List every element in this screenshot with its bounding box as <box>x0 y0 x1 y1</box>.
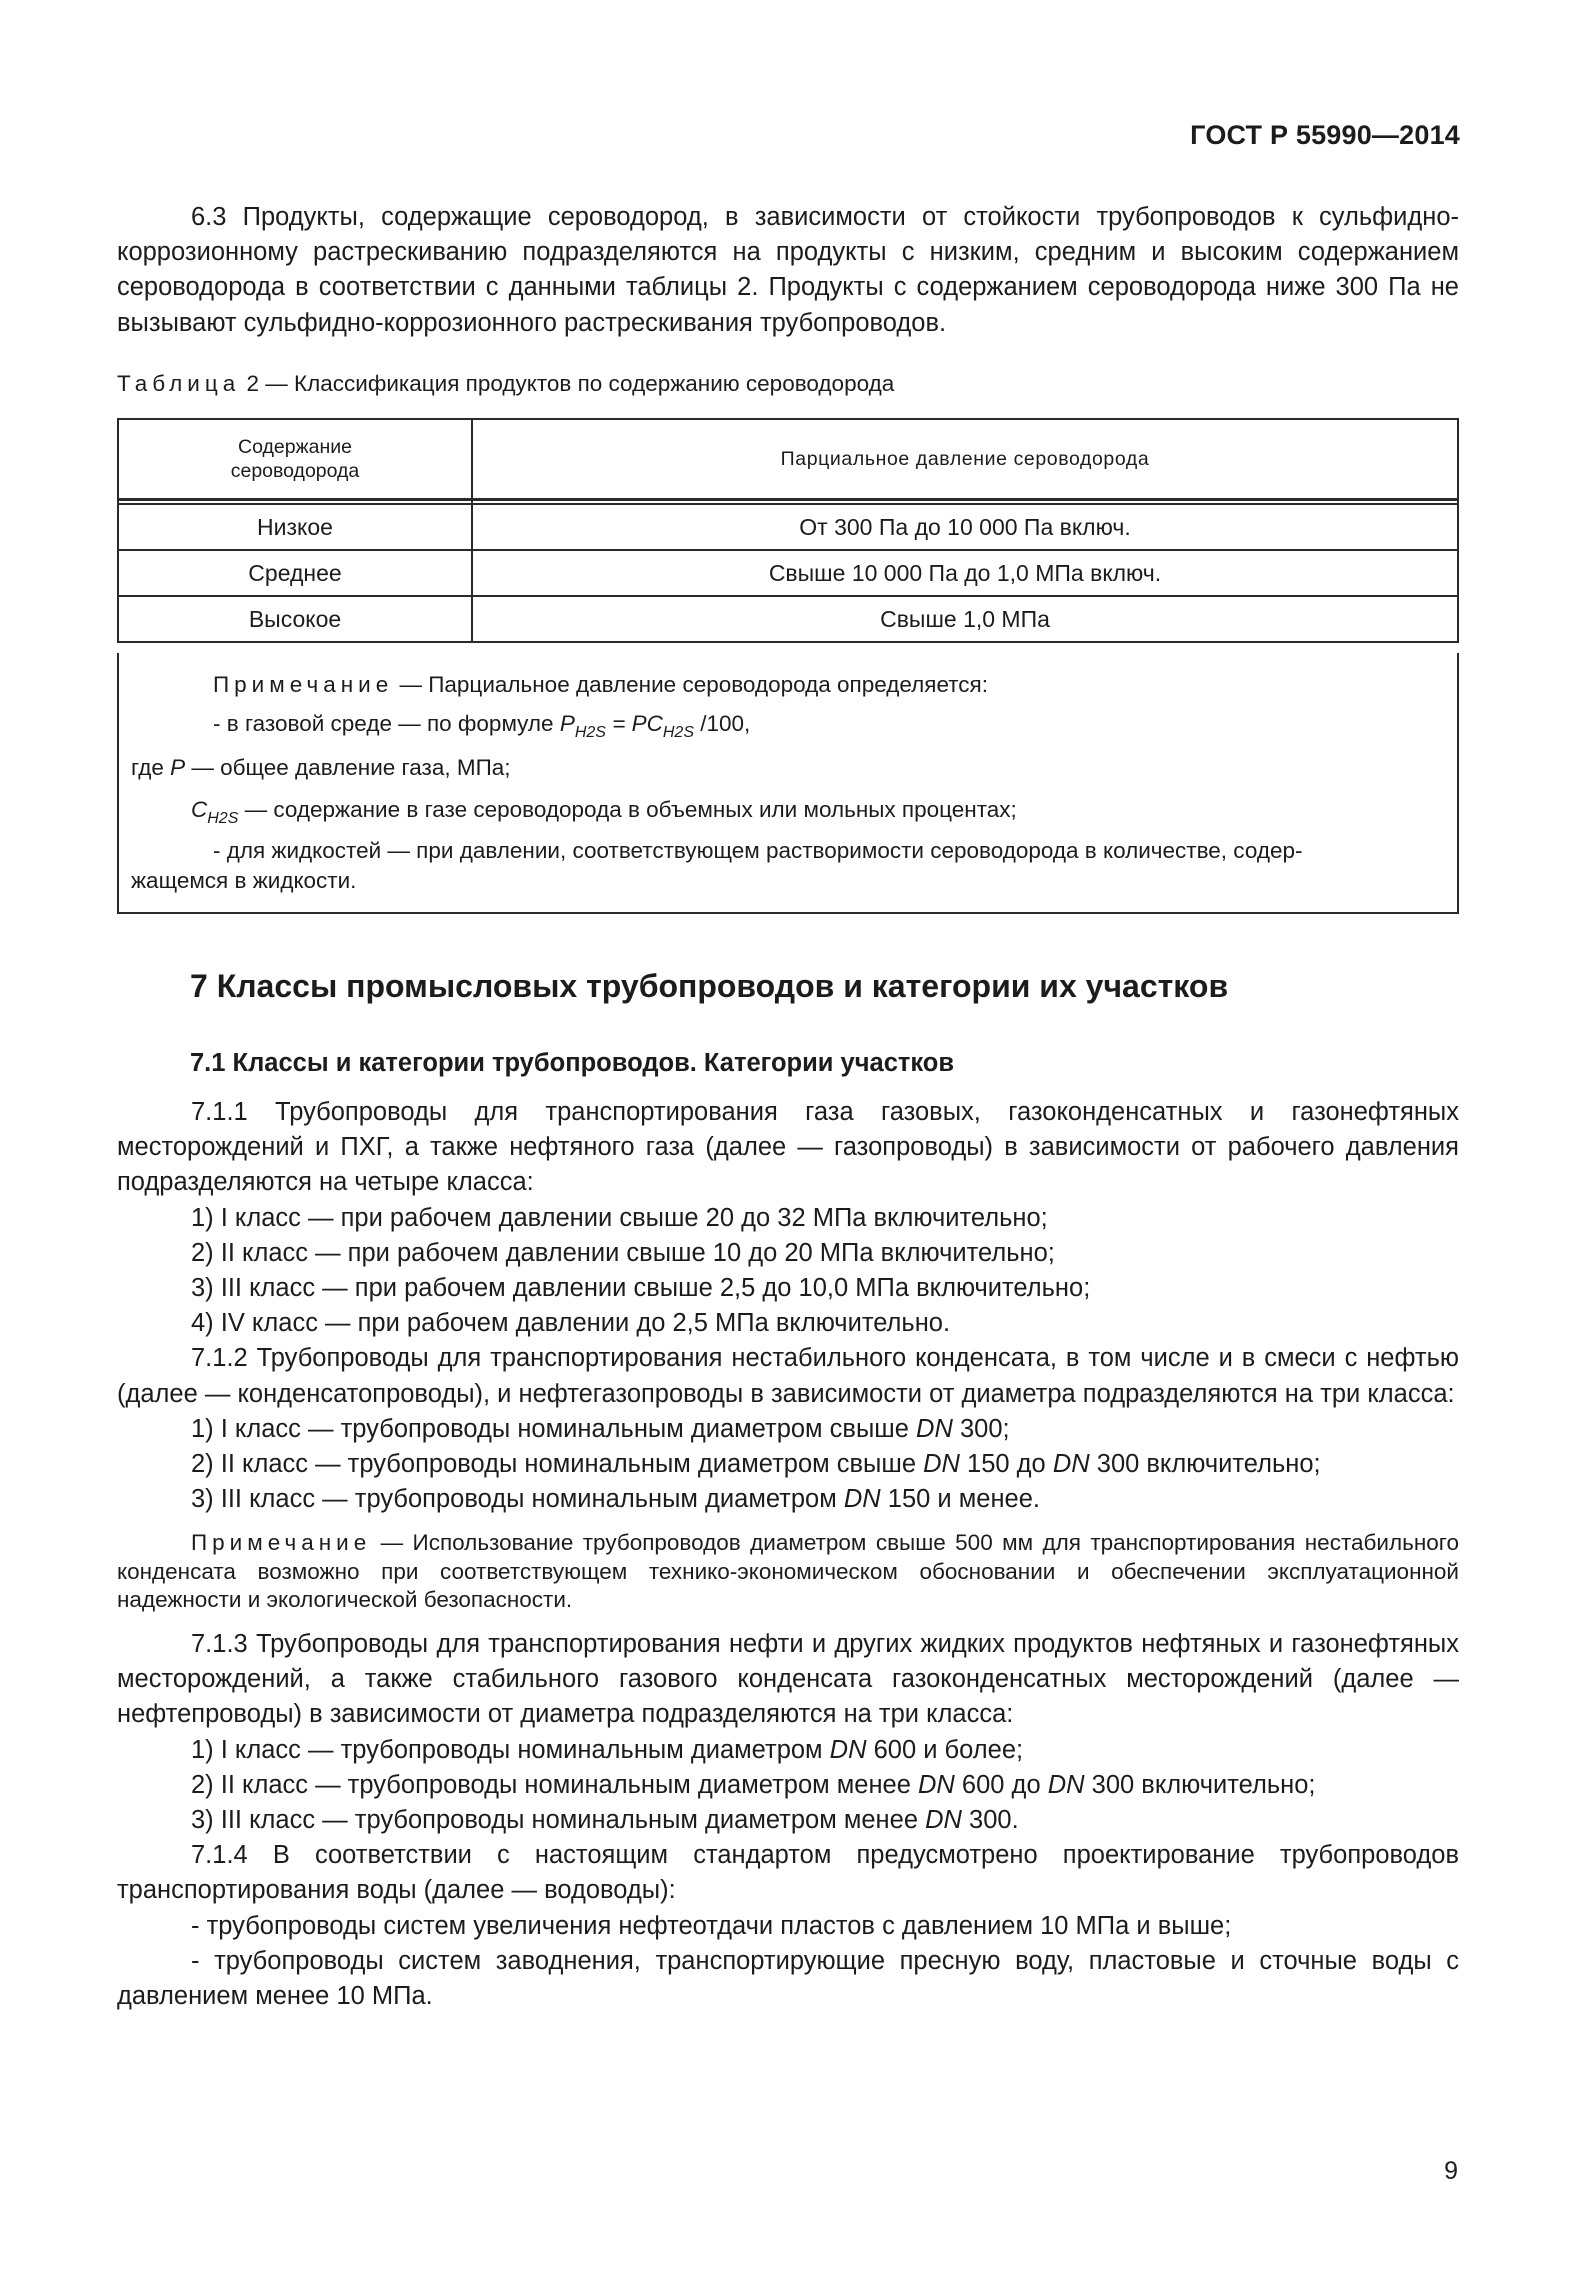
section-7-body <box>117 1095 1459 2014</box>
note-line <box>213 670 1523 700</box>
list-item: 3) III класс — трубопроводы номинальным диаметром менее DN 300. <box>191 1805 1019 1834</box>
table-row <box>118 596 1458 642</box>
section-title: 7 Классы промысловых трубопроводов и категории их участков <box>190 968 1229 1004</box>
note-7-1-2 <box>117 1529 1459 1615</box>
formula-c: C <box>191 797 208 822</box>
cell-pressure: Свыше 10 000 Па до 1,0 МПа включ. <box>472 550 1458 596</box>
table-caption <box>117 371 894 397</box>
list-item: 1) I класс — трубопроводы номинальным диаметром свыше DN 300; <box>191 1414 1010 1443</box>
cell-pressure: От 300 Па до 10 000 Па включ. <box>472 504 1458 550</box>
table-row <box>118 550 1458 596</box>
table-2 <box>117 418 1459 643</box>
paragraph-text: 6.3 Продукты, содержащие сероводород, в зависимости от стойкости трубопроводов к сульфидно-коррозионному растрескиванию подразделяются на продукты с низким, средним и высоким содержанием сероводорода в соответствии с данными таблицы 2. Продукты с содержанием сероводорода ниже 300 Па не вызывают сульфидно-коррозионного растрескивания трубопроводов. <box>117 203 1459 337</box>
formula-subscript: H2S <box>662 724 694 741</box>
list-item: 2) II класс — трубопроводы номинальным диаметром менее DN 600 до DN 300 включительно; <box>191 1770 1316 1799</box>
formula-subscript: H2S <box>574 724 606 741</box>
list-item: 4) IV класс — при рабочем давлении до 2,5 МПа включительно. <box>191 1309 951 1338</box>
header-content-label: Содержание сероводорода <box>230 436 360 482</box>
list-item: 1) I класс — при рабочем давлении свыше 20 до 32 МПа включительно; <box>191 1203 1048 1232</box>
note-line: жащемся в жидкости. <box>131 868 357 893</box>
list-item: 2) II класс — трубопроводы номинальным диаметром свыше DN 150 до DN 300 включительно; <box>191 1450 1321 1479</box>
formula-p: P <box>559 711 575 736</box>
paragraph-7-1-1: 7.1.1 Трубопроводы для транспортирования газа газовых, газоконденсатных и газонефтяных месторождений и ПХГ, а также нефтяного газа (далее — газопроводы) в зависимости от рабочего давления подразделяются на четыре класса: <box>117 1098 1459 1197</box>
paragraph-7-1-4: 7.1.4 В соответствии с настоящим стандартом предусмотрено проектирование трубопроводов транспортирования воды (далее — водоводы): <box>117 1841 1459 1905</box>
note-line <box>191 795 1501 834</box>
list-item: 1) I класс — трубопроводы номинальным диаметром DN 600 и более; <box>191 1735 1024 1764</box>
paragraph-7-1-2: 7.1.2 Трубопроводы для транспортирования нестабильного конденсата, в том числе и в смеси с нефтью (далее — конденсатопроводы), и нефтегазопроводы в зависимости от диаметра подразделяются на три класса: <box>117 1344 1459 1408</box>
note-line: - для жидкостей — при давлении, соответствующем растворимости сероводорода в количестве, содер- <box>213 838 1303 863</box>
note-text: — содержание в газе сероводорода в объемных или мольных процентах; <box>238 797 1017 822</box>
cell-content: Высокое <box>118 596 472 642</box>
cell-content: Среднее <box>118 550 472 596</box>
note-text: - в газовой среде — по формуле <box>213 711 560 736</box>
note-label: Примечание <box>191 1530 372 1556</box>
list-item: 3) III класс — трубопроводы номинальным диаметром DN 150 и менее. <box>191 1485 1040 1514</box>
list-item: - трубопроводы систем увеличения нефтеотдачи пластов с давлением 10 МПа и выше; <box>191 1911 1232 1940</box>
paragraph-7-1-3: 7.1.3 Трубопроводы для транспортирования нефти и других жидких продуктов нефтяных и газонефтяных месторождений, а также стабильного газового конденсата газоконденсатных месторождений (далее — нефтепроводы) в зависимости от диаметра подразделяются на три класса: <box>117 1629 1459 1729</box>
page-number: 9 <box>1444 2157 1458 2185</box>
note-text: — Парциальное давление сероводорода определяется: <box>393 672 988 697</box>
cell-content: Низкое <box>118 504 472 550</box>
note-text: /100, <box>694 711 751 736</box>
table-caption-text: 2 — Классификация продуктов по содержанию сероводорода <box>240 371 895 396</box>
list-item: 3) III класс — при рабочем давлении свыше 2,5 до 10,0 МПа включительно; <box>191 1274 1091 1303</box>
table-row <box>118 504 1458 550</box>
formula-subscript: H2S <box>207 810 239 827</box>
table-header-content <box>118 419 472 500</box>
note-line: где P — общее давление газа, МПа; <box>131 755 511 780</box>
table-caption-label: Таблица <box>117 371 241 396</box>
subsection-title: 7.1 Классы и категории трубопроводов. Категории участков <box>190 1049 955 1077</box>
list-item: - трубопроводы систем заводнения, транспортирующие пресную воду, пластовые и сточные воды с давлением менее 10 МПа. <box>117 1946 1459 2010</box>
paragraph-6-3 <box>117 200 1459 341</box>
cell-pressure: Свыше 1,0 МПа <box>472 596 1458 642</box>
list-item: 2) II класс — при рабочем давлении свыше 10 до 20 МПа включительно; <box>191 1238 1055 1267</box>
note-text: — Использование трубопроводов диаметром свыше 500 мм для транспортирования нестабильного конденсата возможно при соответствующем технико-экономическом обосновании и обеспечении эксплуатационной надежности и экологической безопасности. <box>117 1530 1459 1613</box>
table-note <box>117 653 1459 914</box>
standard-number: ГОСТ Р 55990—2014 <box>1190 120 1460 150</box>
formula-pc: = PC <box>605 711 663 736</box>
table-header-pressure: Парциальное давление сероводорода <box>472 419 1458 500</box>
note-label: Примечание <box>213 672 394 697</box>
note-formula-line <box>213 709 1523 748</box>
